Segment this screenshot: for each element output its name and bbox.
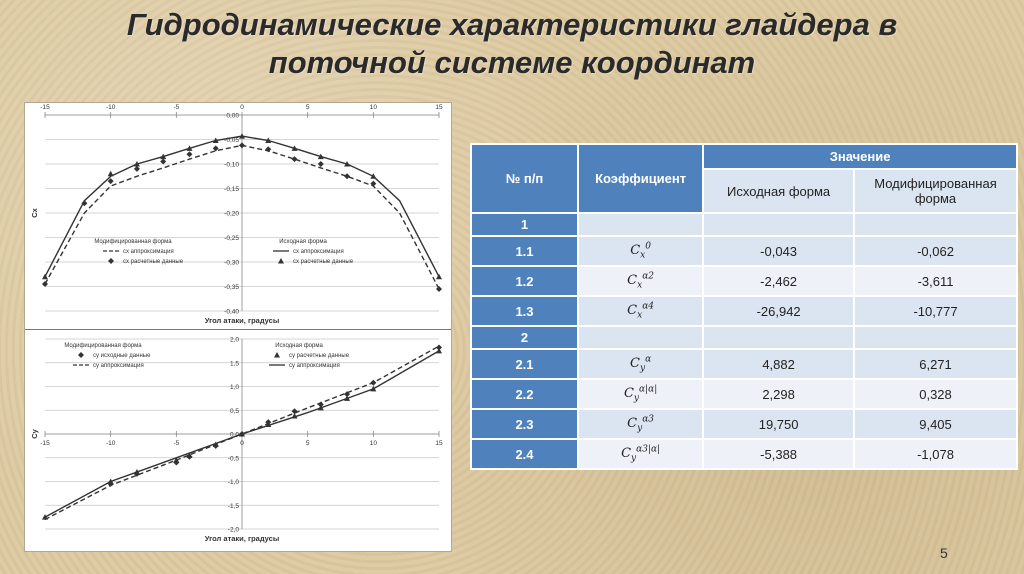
table-row [471, 296, 1017, 326]
slide-title-line-1: Гидродинамические характеристики глайдера в [126, 7, 898, 42]
row-coef: $C_y^{\alpha|\alpha|}$ [578, 379, 703, 409]
row-mod: -1,078 [854, 439, 1017, 469]
legend-title: Исходная форма [279, 239, 327, 245]
x-tick-label: -5 [173, 104, 180, 111]
cy-chart [25, 329, 451, 551]
x-tick-label: 0 [240, 440, 244, 447]
row-num: 2.4 [471, 439, 578, 469]
row-orig: -5,388 [703, 439, 854, 469]
row-orig [703, 213, 854, 236]
header-mod: Модифицированная форма [854, 169, 1017, 213]
y-tick-label: -0,15 [224, 186, 239, 193]
y-tick-label: -0,40 [224, 308, 239, 316]
data-point [265, 146, 271, 152]
y-tick-label: -0,5 [227, 455, 239, 463]
legend-item: cy расчетные данные [289, 353, 350, 359]
coefficients-table [470, 143, 1018, 470]
row-num: 1 [471, 213, 578, 236]
row-coef [578, 326, 703, 349]
x-tick-label: -5 [173, 440, 180, 447]
row-coef [578, 213, 703, 236]
row-num: 2 [471, 326, 578, 349]
header-value: Значение [703, 144, 1017, 169]
y-tick-label: -0,25 [224, 235, 239, 242]
x-axis-label: Угол атаки, градусы [204, 316, 280, 325]
header-orig: Исходная форма [703, 169, 854, 213]
row-num: 2.2 [471, 379, 578, 409]
row-coef: $C_y^\alpha$ [578, 349, 703, 379]
row-mod: 9,405 [854, 409, 1017, 439]
legend-item: cx расчетные данные [123, 259, 184, 265]
y-tick-label: -0,35 [224, 284, 239, 291]
row-orig: 2,298 [703, 379, 854, 409]
x-tick-label: 0 [240, 104, 244, 111]
header-coef: Коэффициент [578, 144, 703, 213]
table-row [471, 409, 1017, 439]
row-orig: -0,043 [703, 236, 854, 266]
x-tick-label: 5 [305, 440, 310, 447]
legend-title: Исходная форма [275, 343, 323, 349]
y-tick-label: 1,5 [229, 360, 239, 368]
table-row [471, 379, 1017, 409]
data-point [42, 274, 48, 280]
legend-marker [108, 258, 114, 264]
row-orig: 4,882 [703, 349, 854, 379]
y-axis-label: Cx [30, 208, 39, 218]
table-row [471, 439, 1017, 469]
row-mod [854, 326, 1017, 349]
data-point [134, 166, 140, 172]
row-coef: $C_y^{\alpha 3|\alpha|}$ [578, 439, 703, 469]
x-tick-label: 15 [435, 440, 443, 447]
data-point [344, 173, 350, 179]
legend-marker [78, 352, 84, 358]
y-tick-label: -2,0 [227, 526, 239, 534]
legend-item: cy аппроксимация [289, 363, 340, 369]
row-orig: 19,750 [703, 409, 854, 439]
y-tick-label: 1,0 [229, 384, 239, 391]
slide-title [0, 6, 1024, 82]
legend [269, 343, 350, 369]
row-num: 1.1 [471, 236, 578, 266]
x-tick-label: 10 [369, 440, 377, 447]
legend-item: cx аппроксимация [293, 249, 344, 255]
y-axis-label: Cy [30, 429, 39, 439]
x-tick-label: -10 [105, 440, 116, 447]
x-tick-label: -15 [40, 104, 50, 111]
legend-item: cy исходные данные [93, 353, 151, 359]
legend [273, 239, 354, 265]
row-mod: 0,328 [854, 379, 1017, 409]
y-tick-label: 0,00 [226, 112, 239, 120]
row-num: 1.3 [471, 296, 578, 326]
y-tick-label: -0,10 [224, 161, 239, 169]
table-row [471, 266, 1017, 296]
row-orig: -26,942 [703, 296, 854, 326]
series [105, 345, 442, 487]
table-row [471, 349, 1017, 379]
table-row [471, 326, 1017, 349]
row-coef: $C_x^{\alpha 4}$ [578, 296, 703, 326]
legend-title: Модифицированная форма [64, 343, 142, 349]
row-mod: -3,611 [854, 266, 1017, 296]
row-num: 2.1 [471, 349, 578, 379]
data-point [239, 142, 245, 148]
table-row [471, 236, 1017, 266]
row-mod: -0,062 [854, 236, 1017, 266]
row-mod [854, 213, 1017, 236]
y-tick-label: -0,20 [224, 210, 239, 218]
x-tick-label: 10 [369, 104, 377, 111]
row-orig [703, 326, 854, 349]
cx-chart [25, 103, 451, 329]
legend-item: cx расчетные данные [293, 259, 354, 265]
y-tick-label: -0,30 [224, 259, 239, 267]
data-point [318, 161, 324, 167]
x-axis-label: Угол атаки, градусы [204, 534, 280, 543]
x-tick-label: 5 [305, 104, 310, 111]
data-point [108, 171, 114, 177]
legend [64, 343, 151, 369]
y-tick-label: 0,0 [229, 431, 239, 439]
row-coef: $C_x^{\alpha 2}$ [578, 266, 703, 296]
y-tick-label: 0,5 [229, 407, 239, 415]
table-row [471, 213, 1017, 236]
legend-title: Модифицированная форма [94, 239, 172, 245]
row-mod: -10,777 [854, 296, 1017, 326]
legend-item: cx аппроксимация [123, 249, 174, 255]
data-point [186, 151, 192, 157]
table-body [471, 213, 1017, 469]
x-tick-label: -10 [105, 104, 116, 111]
header-num: № п/п [471, 144, 578, 213]
data-point [436, 274, 442, 280]
slide-title-line-2: поточной системе координат [268, 45, 756, 80]
row-num: 2.3 [471, 409, 578, 439]
row-num: 1.2 [471, 266, 578, 296]
row-coef: $C_x^0$ [578, 236, 703, 266]
charts-panel [24, 102, 452, 552]
legend-marker [278, 258, 284, 264]
legend [94, 239, 183, 265]
legend-marker [274, 352, 280, 358]
row-mod: 6,271 [854, 349, 1017, 379]
x-tick-label: -15 [40, 440, 50, 447]
legend-item: cy аппроксимация [93, 363, 144, 369]
y-tick-label: -1,0 [227, 479, 239, 486]
page-number: 5 [940, 545, 948, 561]
data-point [292, 156, 298, 162]
row-coef: $C_y^{\alpha 3}$ [578, 409, 703, 439]
data-point [213, 145, 219, 151]
y-tick-label: 2,0 [229, 336, 239, 344]
y-tick-label: -0,05 [224, 137, 239, 144]
y-tick-label: -1,5 [227, 502, 239, 510]
x-tick-label: 15 [435, 104, 443, 111]
row-orig: -2,462 [703, 266, 854, 296]
